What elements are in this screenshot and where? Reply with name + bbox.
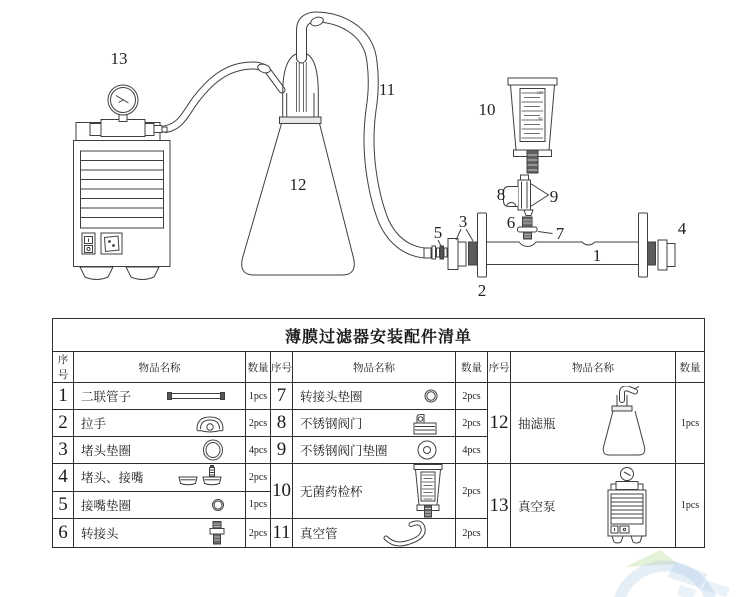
row-3-name (74, 437, 246, 464)
row-9-name (293, 437, 456, 464)
item-name: 真空管 (300, 527, 338, 541)
parts-table (52, 318, 705, 548)
item-name: 无菌药检杯 (300, 485, 363, 499)
filter-flask-icon (598, 386, 650, 460)
nozzle-gasket-icon (211, 498, 225, 512)
row-3-qty: 4pcs (246, 437, 271, 464)
item-name: 转接头垫圈 (300, 390, 363, 404)
label-1: 1 (592, 246, 602, 265)
item-name: 接嘴垫圈 (81, 498, 132, 513)
left-gasket (469, 242, 478, 265)
table-title: 薄膜过滤器安装配件清单 (53, 319, 705, 352)
row-4-name (74, 464, 246, 492)
cup-scale-50: 50 (538, 116, 543, 121)
header-qty-1: 数量 (246, 352, 271, 383)
row-11-name (293, 519, 456, 548)
label-13: 13 (110, 49, 128, 68)
item-name: 真空泵 (518, 499, 556, 514)
vacuum-pump-drawing (74, 85, 171, 280)
row-8-qty: 2pcs (456, 410, 488, 437)
label-5: 5 (433, 223, 443, 242)
valve-gasket-icon (415, 438, 439, 462)
adapter-icon (209, 521, 225, 545)
row-4-no: 4 (53, 464, 74, 492)
header-qty-2: 数量 (456, 352, 488, 383)
item-name: 不锈钢阀门垫圈 (300, 444, 388, 458)
row-12-name (511, 383, 676, 464)
row-1-no: 1 (53, 383, 74, 410)
row-10-qty: 2pcs (456, 464, 488, 519)
header-qty-3: 数量 (676, 352, 705, 383)
adapter-gasket-icon (423, 388, 439, 404)
sample-cup-drawing (508, 78, 557, 173)
header-index-2: 序号 (271, 352, 293, 383)
row-7-name (293, 383, 456, 410)
row-5-qty: 1pcs (246, 491, 271, 519)
row-6-qty: 2pcs (246, 519, 271, 548)
row-4-qty: 2pcs (246, 464, 271, 492)
label-4: 4 (677, 219, 687, 238)
row-7-no: 7 (271, 383, 293, 410)
item-name: 堵头、接嘴 (81, 471, 144, 486)
sample-cup-icon (411, 464, 445, 518)
watermark-logo (580, 522, 750, 597)
row-6-no: 6 (53, 519, 74, 548)
header-index-3: 序号 (488, 352, 511, 383)
watermark-blue-shape (677, 585, 696, 597)
row-9-no: 9 (271, 437, 293, 464)
vacuum-tube-icon (383, 519, 445, 547)
row-2-no: 2 (53, 410, 74, 437)
row-11-qty: 2pcs (456, 519, 488, 548)
row-7-qty: 2pcs (456, 383, 488, 410)
right-flange (639, 213, 648, 277)
row-9-qty: 4pcs (456, 437, 488, 464)
inlet-nozzle-5 (424, 246, 447, 259)
item-name: 不锈钢阀门 (300, 417, 363, 431)
item-name: 抽滤瓶 (518, 417, 556, 431)
row-3-no: 3 (53, 437, 74, 464)
row-2-name (74, 410, 246, 437)
plug-and-nozzle-icon (177, 465, 225, 489)
item-name: 堵头垫圈 (81, 444, 132, 458)
handle-icon (195, 414, 225, 433)
label-10: 10 (478, 100, 496, 119)
plug-gasket-icon (201, 438, 225, 462)
row-12-no: 12 (488, 383, 511, 464)
table-row (53, 464, 705, 492)
diagram-labels (111, 49, 687, 300)
item-name: 转接头 (81, 527, 119, 541)
adapter-6 (518, 217, 538, 239)
label-2: 2 (477, 281, 487, 300)
main-tube-1 (487, 242, 640, 265)
pump-foot-left (80, 267, 113, 280)
label-9: 9 (549, 187, 559, 206)
vacuum-tube-11 (302, 16, 427, 253)
row-5-no: 5 (53, 491, 74, 519)
row-6-name (74, 519, 246, 548)
pressure-gauge-icon (108, 85, 138, 122)
row-11-no: 11 (271, 519, 293, 548)
header-name-3: 物品名称 (511, 352, 676, 383)
item-name: 二联管子 (81, 390, 132, 404)
header-name-2: 物品名称 (293, 352, 456, 383)
label-12: 12 (289, 175, 307, 194)
filter-flask-drawing (242, 54, 355, 275)
label-7: 7 (555, 224, 565, 243)
row-1-name (74, 383, 246, 410)
pump-foot-right (126, 267, 159, 280)
pump-to-flask-tube (166, 63, 282, 129)
item-name: 拉手 (81, 417, 107, 431)
row-8-name (293, 410, 456, 437)
row-5-name (74, 491, 246, 519)
label-6: 6 (506, 213, 516, 232)
label-3: 3 (458, 212, 468, 231)
header-index-1: 序号 (53, 352, 74, 383)
double-tube-icon (167, 391, 225, 401)
row-8-no: 8 (271, 410, 293, 437)
left-flange (478, 213, 487, 277)
row-13-no: 13 (488, 464, 511, 548)
header-name-1: 物品名称 (74, 352, 246, 383)
row-10-no: 10 (271, 464, 293, 519)
row-10-name (293, 464, 456, 519)
right-gasket (648, 242, 656, 265)
cup-scale-100: 100 (536, 90, 544, 95)
valve-icon (411, 412, 439, 435)
row-2-qty: 2pcs (246, 410, 271, 437)
label-11: 11 (378, 80, 396, 99)
row-13-qty: 1pcs (676, 464, 705, 548)
label-8: 8 (496, 185, 506, 204)
row-12-qty: 1pcs (676, 383, 705, 464)
row-1-qty: 1pcs (246, 383, 271, 410)
table-row (53, 383, 705, 410)
